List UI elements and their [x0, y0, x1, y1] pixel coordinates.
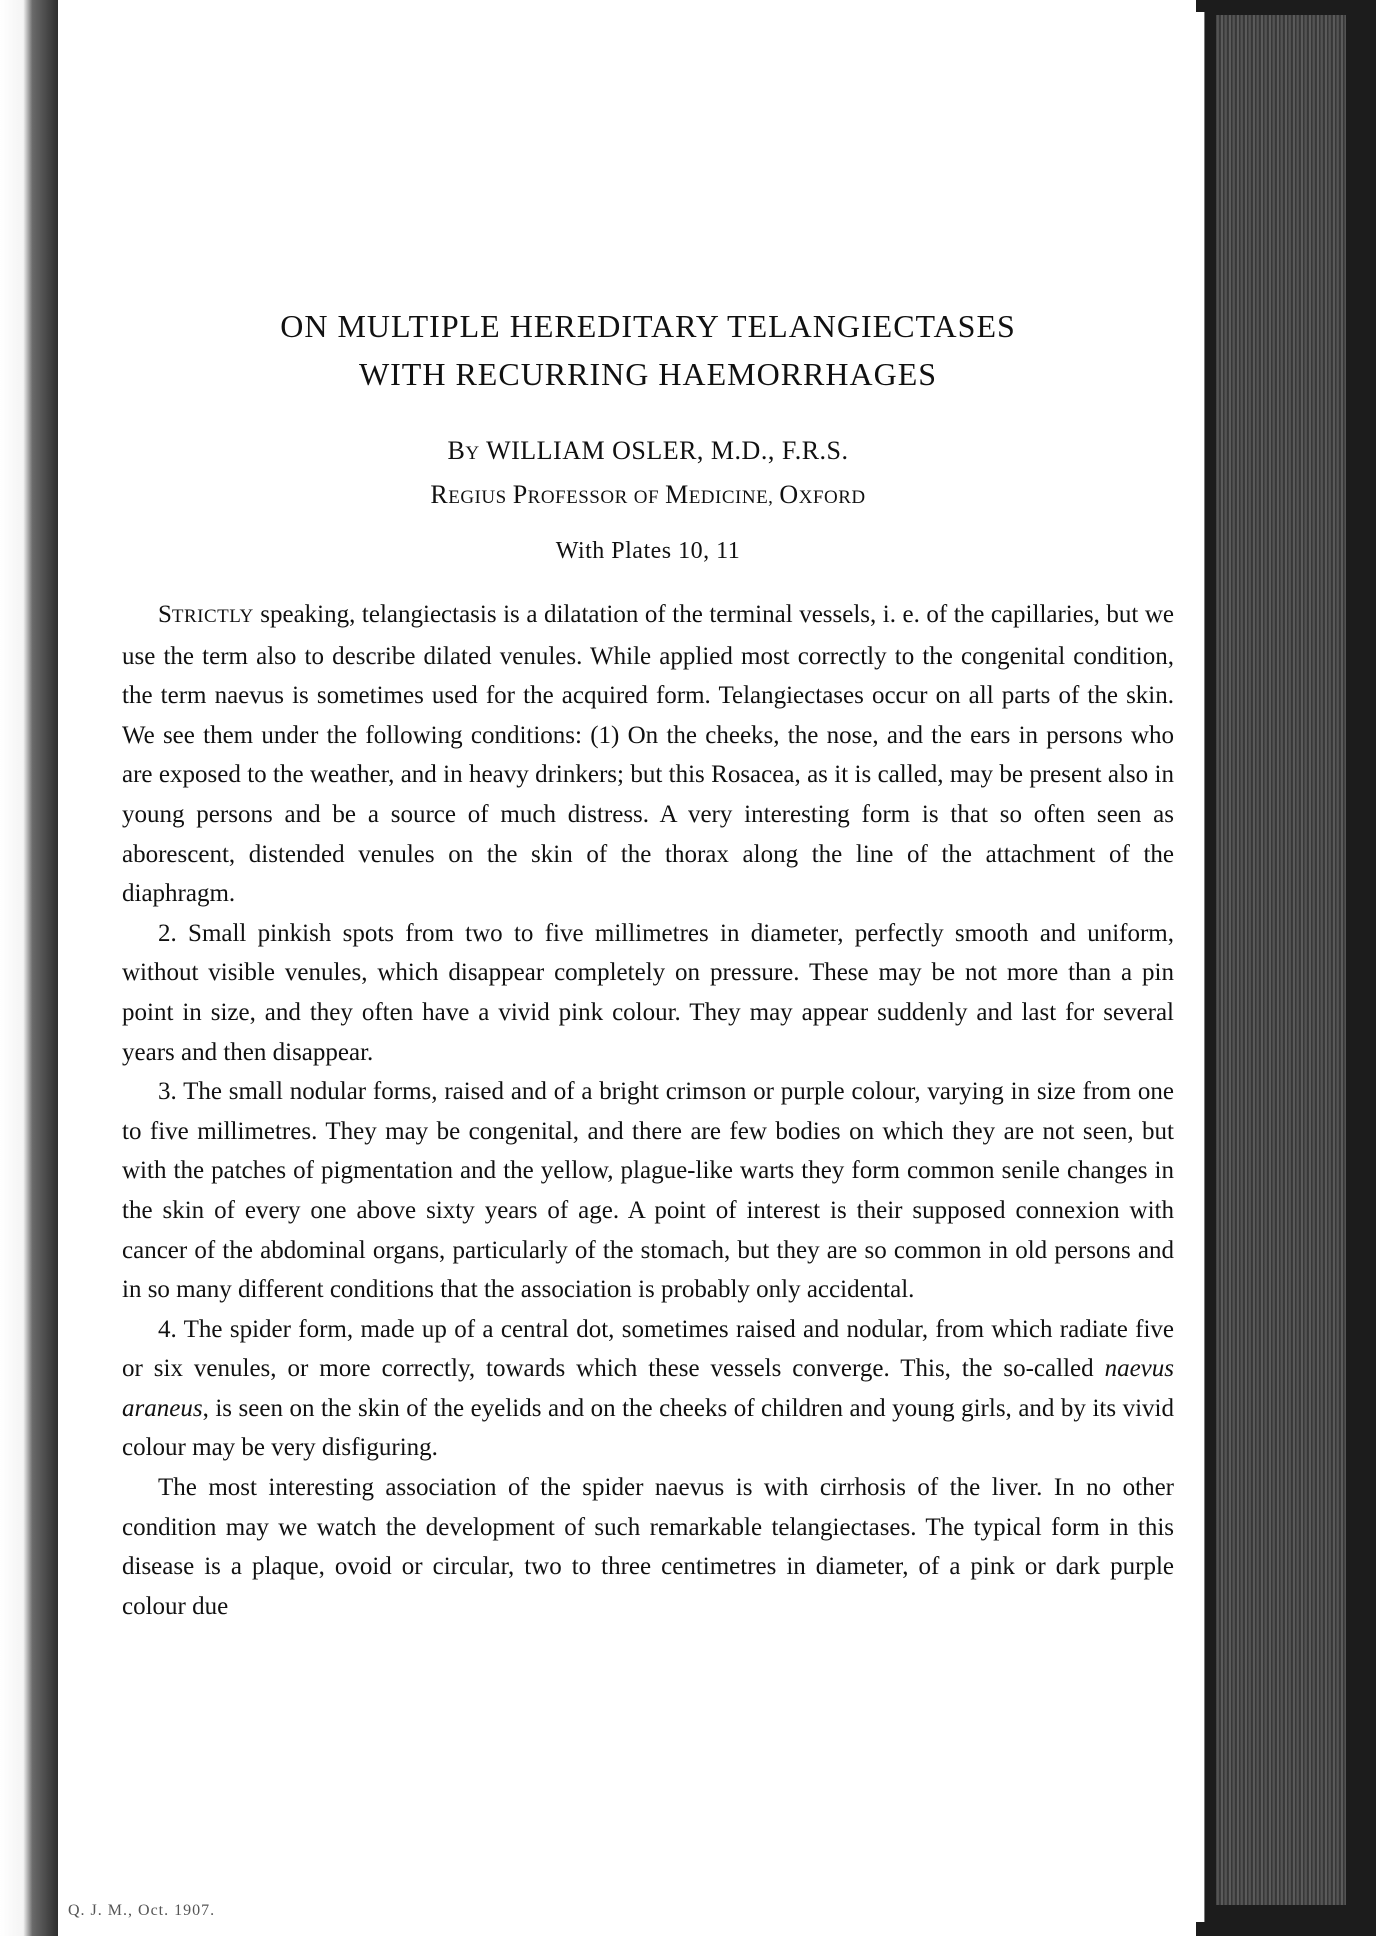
author-name: WILLIAM OSLER, M.D., F.R.S.	[486, 436, 849, 465]
paragraph-5: The most interesting association of the spider naevus is with cirrhosis of the liver. In no other condition may we watch the development of such remarkable telangiectases. The typical form in this disease is a plaque, ovoid or circular, two to three centimetres in diameter, of a pink or dark purple colour due	[122, 1474, 1174, 1620]
paragraph-4-italic-term: naevus araneus	[122, 1355, 1174, 1422]
affiliation-rest: EGIUS	[448, 487, 507, 508]
left-binding-shadow	[0, 0, 58, 1936]
affiliation-rest: ROFESSOR	[527, 487, 628, 508]
author-prefix-rest: Y	[465, 443, 480, 464]
paragraph-4	[122, 1310, 1174, 1468]
plates-note: With Plates 10, 11	[555, 538, 741, 564]
article-title	[122, 302, 1174, 398]
paragraph-1-text: speaking, telangiectasis is a dilatation of the terminal vessels, i. e. of the capillaries, but we use the term also to describe dilated venules. While applied most correctly to the congenital condition, the term naevus is sometimes used for the acquired form. Telangiectases occur on all parts of the skin. We see them under the following conditions: (1) On the cheeks, the nose, and the ears in persons who are exposed to the weather, and in heavy drinkers; but this Rosacea, as it is called, may be present also in young persons and be a source of much distress. A very interesting form is that so often seen as aborescent, distended venules on the skin of the thorax along the line of the attachment of the diaphragm.	[122, 601, 1174, 908]
author-affiliation	[122, 480, 1174, 510]
affiliation-rest: XFORD	[798, 487, 866, 508]
book-page	[58, 12, 1205, 1922]
affiliation-initial: O	[779, 480, 799, 509]
lead-initial: S	[158, 601, 172, 628]
title-line-1: ON MULTIPLE HEREDITARY TELANGIECTASES	[280, 308, 1016, 344]
paragraph-3: 3. The small nodular forms, raised and of a bright crimson or purple colour, varying in size from one to five millimetres. They may be congenital, and there are few bodies on which they are not seen, but with the patches of pigmentation and the yellow, plague-like warts they form common senile changes in the skin of every one above sixty years of age. A point of interest is their supposed connexion with cancer of the abdominal organs, particularly of the stomach, but they are so common in old persons and in so many different conditions that the association is probably only accidental.	[122, 1078, 1174, 1304]
author-line	[122, 436, 1174, 466]
article-text-block	[122, 302, 1174, 1626]
title-line-2: WITH RECURRING HAEMORRHAGES	[358, 356, 938, 392]
affiliation-initial: R	[430, 480, 449, 509]
paragraph-2: 2. Small pinkish spots from two to five millimetres in diameter, perfectly smooth and uniform, without visible venules, which disappear completely on pressure. These may be not more than a pin point in size, and they often have a vivid pink colour. They may appear suddenly and last for several years and then disappear.	[122, 919, 1174, 1066]
footer-signature-fragment: Q. J. M., Oct. 1907.	[68, 1902, 216, 1919]
paragraph-1	[122, 595, 1174, 914]
lead-smallcaps: TRICTLY	[171, 606, 254, 627]
article-body	[122, 595, 1174, 1626]
paragraph-4-text-b: , is seen on the skin of the eyelids and on the cheeks of children and young girls, and by its vivid colour may be very disfiguring.	[122, 1394, 1174, 1462]
affiliation-rest: OF	[633, 487, 660, 508]
paragraph-4-text-a: 4. The spider form, made up of a central dot, sometimes raised and nodular, from which radiate five or six venules, or more correctly, towards which these vessels converge. This, the so-called	[122, 1315, 1174, 1383]
author-prefix-initial: B	[447, 436, 466, 465]
page-edge-strips	[1216, 15, 1346, 1905]
affiliation-rest: EDICINE,	[688, 487, 774, 508]
affiliation-initial: P	[512, 480, 528, 509]
book-page-edges	[1196, 0, 1376, 1936]
affiliation-initial: M	[665, 480, 689, 509]
